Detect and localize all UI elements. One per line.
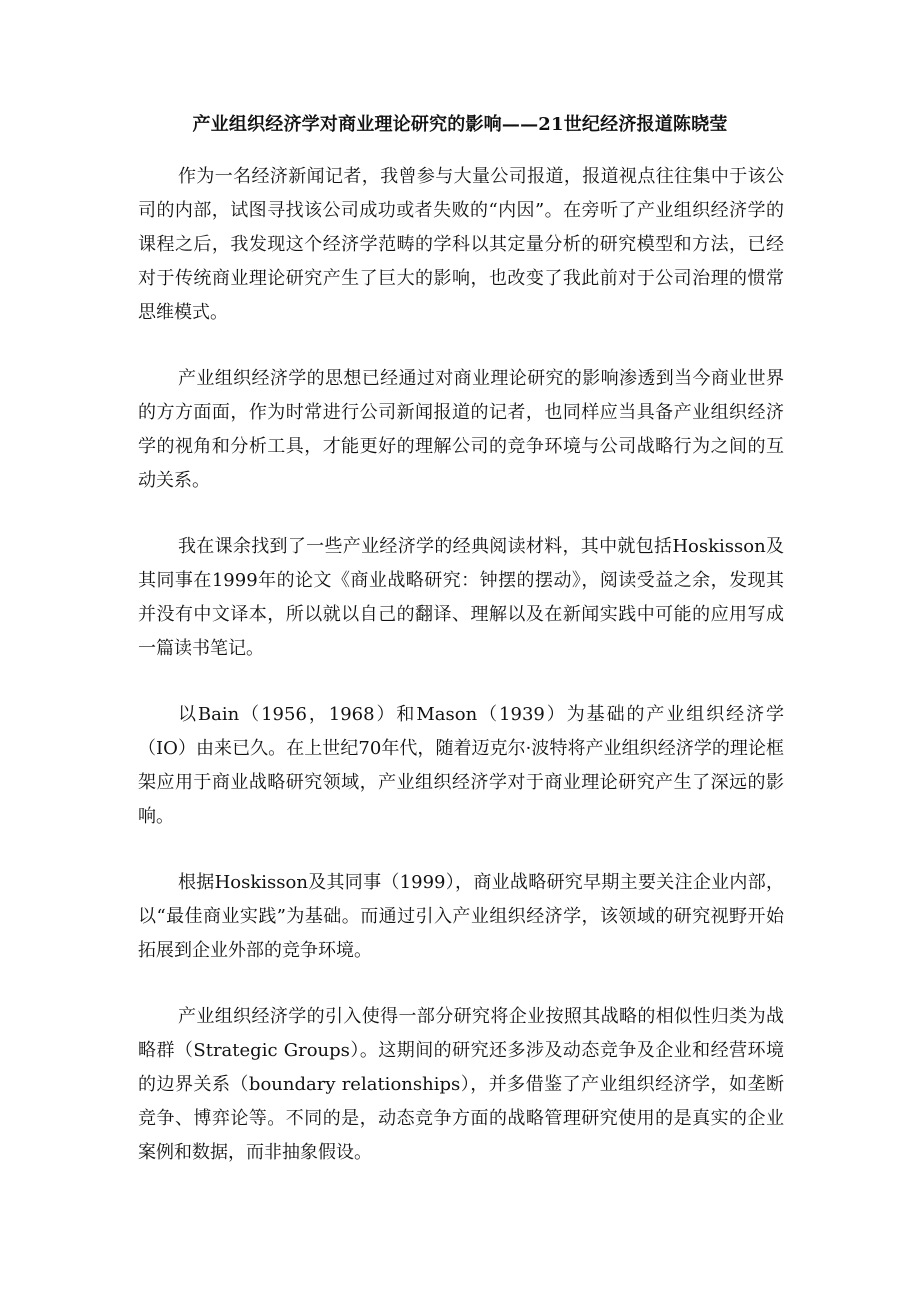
paragraph: 我在课余找到了一些产业经济学的经典阅读材料，其中就包括Hoskisson及其同事在1999年的论文《商业战略研究：钟摆的摆动》，阅读受益之余，发现其并没有中文译本，所以就以自己的翻译、理解以及在新闻实践中可能的应用写成一篇读书笔记。	[138, 536, 784, 659]
paragraph: 以Bain（1956，1968）和Mason（1939）为基础的产业组织经济学（IO）由来已久。在上世纪70年代，随着迈克尔·波特将产业组织经济学的理论框架应用于商业战略研究领域，产业组织经济学对于商业理论研究产生了深远的影响。	[138, 704, 784, 827]
paragraph: 根据Hoskisson及其同事（1999），商业战略研究早期主要关注企业内部，以“最佳商业实践”为基础。而通过引入产业组织经济学，该领域的研究视野开始拓展到企业外部的竞争环境。	[138, 872, 784, 961]
paragraph: 产业组织经济学的引入使得一部分研究将企业按照其战略的相似性归类为战略群（Strategic Groups）。这期间的研究还多涉及动态竞争及企业和经营环境的边界关系（boundary relationships），并多借鉴了产业组织经济学，如垄断竞争、博弈论等。不同的是，动态竞争方面的战略管理研究使用的是真实的企业案例和数据，而非抽象假设。	[138, 1006, 784, 1163]
paragraph: 产业组织经济学的思想已经通过对商业理论研究的影响渗透到当今商业世界的方方面面，作为时常进行公司新闻报道的记者，也同样应当具备产业组织经济学的视角和分析工具，才能更好的理解公司的竞争环境与公司战略行为之间的互动关系。	[138, 368, 784, 491]
document-title: 产业组织经济学对商业理论研究的影响——21世纪经济报道陈晓莹	[192, 114, 728, 135]
paragraph: 作为一名经济新闻记者，我曾参与大量公司报道，报道视点往往集中于该公司的内部，试图寻找该公司成功或者失败的“内因”。在旁听了产业组织经济学的课程之后，我发现这个经济学范畴的学科以其定量分析的研究模型和方法，已经对于传统商业理论研究产生了巨大的影响，也改变了我此前对于公司治理的惯常思维模式。	[138, 166, 784, 323]
document-body	[138, 160, 784, 1202]
